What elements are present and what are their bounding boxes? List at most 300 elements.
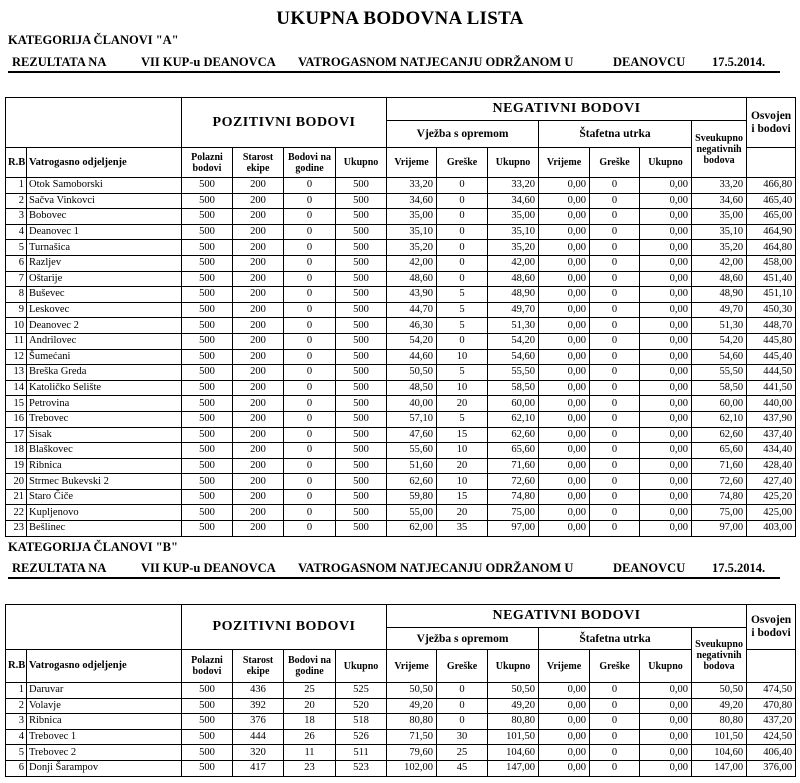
cell-vjezba-vrijeme: 79,60 — [387, 745, 437, 761]
cell-stafetna-ukupno: 0,00 — [640, 505, 692, 521]
cell-starost: 200 — [233, 193, 284, 209]
cell-polazni: 500 — [182, 443, 233, 459]
cell-pozitivni-ukupno: 500 — [336, 287, 387, 303]
cell-stafetna-greske: 0 — [590, 745, 640, 761]
cell-vjezba-vrijeme: 49,20 — [387, 698, 437, 714]
cell-stafetna-vrijeme: 0,00 — [539, 302, 590, 318]
cell-stafetna-ukupno: 0,00 — [640, 458, 692, 474]
header-stafetna: Štafetna utrka — [539, 121, 692, 148]
table-row — [6, 411, 796, 427]
cell-stafetna-greske: 0 — [590, 396, 640, 412]
table-row — [6, 365, 796, 381]
table-row — [6, 505, 796, 521]
header-vrijeme: Vrijeme — [539, 148, 590, 178]
category-b-label: KATEGORIJA ČLANOVI "B" — [8, 540, 178, 554]
cell-polazni: 500 — [182, 714, 233, 730]
cell-stafetna-greske: 0 — [590, 489, 640, 505]
cell-team: Staro Čiče — [27, 489, 182, 505]
cell-vjezba-ukupno: 60,00 — [488, 396, 539, 412]
cell-stafetna-ukupno: 0,00 — [640, 318, 692, 334]
cell-vjezba-greske: 15 — [437, 427, 488, 443]
cell-rb: 13 — [6, 365, 27, 381]
cell-starost: 200 — [233, 240, 284, 256]
cell-starost: 200 — [233, 318, 284, 334]
cell-stafetna-ukupno: 0,00 — [640, 209, 692, 225]
header-blank — [6, 605, 182, 650]
cell-vjezba-greske: 20 — [437, 458, 488, 474]
cell-rb: 22 — [6, 505, 27, 521]
table-row — [6, 333, 796, 349]
cell-polazni: 500 — [182, 255, 233, 271]
cell-osvojeni-bodovi: 441,50 — [747, 380, 796, 396]
cell-starost: 200 — [233, 365, 284, 381]
table-row — [6, 760, 796, 776]
cell-team: Katoličko Selište — [27, 380, 182, 396]
cell-vjezba-greske: 0 — [437, 224, 488, 240]
cell-vjezba-greske: 20 — [437, 396, 488, 412]
cell-vjezba-vrijeme: 51,60 — [387, 458, 437, 474]
cell-stafetna-ukupno: 0,00 — [640, 443, 692, 459]
cell-sveukupno-negativnih: 147,00 — [692, 760, 747, 776]
cell-bodovi-god: 0 — [284, 302, 336, 318]
cell-stafetna-vrijeme: 0,00 — [539, 178, 590, 194]
header-vatro: VATROGASNOM NATJECANJU ODRŽANOM U — [298, 561, 574, 575]
cell-sveukupno-negativnih: 60,00 — [692, 396, 747, 412]
cell-team: Sačva Vinkovci — [27, 193, 182, 209]
cell-pozitivni-ukupno: 500 — [336, 224, 387, 240]
cell-vjezba-greske: 0 — [437, 271, 488, 287]
header-ukupno: Ukupno — [640, 148, 692, 178]
cell-vjezba-ukupno: 55,50 — [488, 365, 539, 381]
header-starost: Starost ekipe — [233, 650, 284, 683]
table-row — [6, 489, 796, 505]
cell-stafetna-ukupno: 0,00 — [640, 760, 692, 776]
cell-rb: 5 — [6, 240, 27, 256]
header-pozitivni: POZITIVNI BODOVI — [182, 98, 387, 148]
cell-sveukupno-negativnih: 101,50 — [692, 729, 747, 745]
cell-stafetna-vrijeme: 0,00 — [539, 333, 590, 349]
cell-vjezba-ukupno: 35,00 — [488, 209, 539, 225]
header-starost: Starost ekipe — [233, 148, 284, 178]
table-row — [6, 224, 796, 240]
cell-stafetna-vrijeme: 0,00 — [539, 729, 590, 745]
table-row — [6, 458, 796, 474]
table-row — [6, 255, 796, 271]
cell-bodovi-god: 0 — [284, 333, 336, 349]
header-place: DEANOVCU — [613, 561, 686, 575]
cell-pozitivni-ukupno: 500 — [336, 365, 387, 381]
cell-starost: 200 — [233, 458, 284, 474]
cell-stafetna-greske: 0 — [590, 333, 640, 349]
cell-osvojeni-bodovi: 424,50 — [747, 729, 796, 745]
cell-pozitivni-ukupno: 500 — [336, 427, 387, 443]
cell-vjezba-greske: 0 — [437, 255, 488, 271]
cell-pozitivni-ukupno: 500 — [336, 333, 387, 349]
header-ukupno: Ukupno — [336, 650, 387, 683]
cell-starost: 200 — [233, 474, 284, 490]
cell-vjezba-vrijeme: 50,50 — [387, 365, 437, 381]
cell-team: Daruvar — [27, 683, 182, 699]
cell-stafetna-greske: 0 — [590, 287, 640, 303]
cell-team: Volavje — [27, 698, 182, 714]
cell-polazni: 500 — [182, 349, 233, 365]
cell-stafetna-ukupno: 0,00 — [640, 224, 692, 240]
cell-rb: 1 — [6, 683, 27, 699]
cell-team: Trebovec 1 — [27, 729, 182, 745]
cell-starost: 200 — [233, 489, 284, 505]
cell-stafetna-greske: 0 — [590, 365, 640, 381]
cell-osvojeni-bodovi: 376,00 — [747, 760, 796, 776]
cell-team: Deanovec 1 — [27, 224, 182, 240]
header-bodovi-god: Bodovi na godine — [284, 148, 336, 178]
cell-team: Breška Greda — [27, 365, 182, 381]
cell-pozitivni-ukupno: 526 — [336, 729, 387, 745]
cell-stafetna-vrijeme: 0,00 — [539, 349, 590, 365]
cell-pozitivni-ukupno: 500 — [336, 193, 387, 209]
cell-osvojeni-bodovi: 425,20 — [747, 489, 796, 505]
cell-osvojeni-bodovi: 403,00 — [747, 521, 796, 537]
cell-bodovi-god: 0 — [284, 521, 336, 537]
cell-vjezba-greske: 35 — [437, 521, 488, 537]
cell-vjezba-greske: 0 — [437, 178, 488, 194]
header-date: 17.5.2014. — [712, 55, 766, 69]
cell-starost: 200 — [233, 271, 284, 287]
cell-osvojeni-bodovi: 448,70 — [747, 318, 796, 334]
cell-polazni: 500 — [182, 521, 233, 537]
cell-vjezba-vrijeme: 43,90 — [387, 287, 437, 303]
cell-stafetna-greske: 0 — [590, 427, 640, 443]
table-row — [6, 349, 796, 365]
cell-vjezba-vrijeme: 42,00 — [387, 255, 437, 271]
cell-polazni: 500 — [182, 302, 233, 318]
header-osvojen: Osvojen i bodovi — [747, 98, 796, 148]
cell-vjezba-ukupno: 80,80 — [488, 714, 539, 730]
cell-vjezba-greske: 0 — [437, 209, 488, 225]
cell-rb: 4 — [6, 729, 27, 745]
cell-polazni: 500 — [182, 287, 233, 303]
cell-pozitivni-ukupno: 525 — [336, 683, 387, 699]
cell-vjezba-ukupno: 33,20 — [488, 178, 539, 194]
cell-vjezba-greske: 10 — [437, 443, 488, 459]
table-row — [6, 271, 796, 287]
cell-rb: 11 — [6, 333, 27, 349]
cell-sveukupno-negativnih: 50,50 — [692, 683, 747, 699]
cell-stafetna-greske: 0 — [590, 505, 640, 521]
cell-vjezba-ukupno: 51,30 — [488, 318, 539, 334]
cell-sveukupno-negativnih: 75,00 — [692, 505, 747, 521]
cell-rb: 20 — [6, 474, 27, 490]
header-vatro: VATROGASNOM NATJECANJU ODRŽANOM U — [298, 55, 574, 69]
cell-stafetna-vrijeme: 0,00 — [539, 224, 590, 240]
cell-sveukupno-negativnih: 55,50 — [692, 365, 747, 381]
cell-sveukupno-negativnih: 54,20 — [692, 333, 747, 349]
cell-pozitivni-ukupno: 520 — [336, 698, 387, 714]
cell-stafetna-vrijeme: 0,00 — [539, 255, 590, 271]
cell-vjezba-ukupno: 48,90 — [488, 287, 539, 303]
cell-polazni: 500 — [182, 427, 233, 443]
cell-vjezba-vrijeme: 62,00 — [387, 521, 437, 537]
cell-pozitivni-ukupno: 500 — [336, 318, 387, 334]
cell-polazni: 500 — [182, 396, 233, 412]
cell-polazni: 500 — [182, 760, 233, 776]
header-vjezba: Vježba s opremom — [387, 628, 539, 650]
cell-team: Turnašica — [27, 240, 182, 256]
cell-stafetna-vrijeme: 0,00 — [539, 271, 590, 287]
cell-sveukupno-negativnih: 71,60 — [692, 458, 747, 474]
cell-osvojeni-bodovi: 427,40 — [747, 474, 796, 490]
cell-starost: 376 — [233, 714, 284, 730]
cell-osvojeni-bodovi: 458,00 — [747, 255, 796, 271]
header-sveukupno: Sveukupno negativnih bodova — [692, 121, 747, 178]
cell-sveukupno-negativnih: 49,70 — [692, 302, 747, 318]
cell-bodovi-god: 0 — [284, 443, 336, 459]
cell-vjezba-greske: 5 — [437, 411, 488, 427]
header-ukupno: Ukupno — [488, 148, 539, 178]
table-row — [6, 302, 796, 318]
cell-pozitivni-ukupno: 500 — [336, 178, 387, 194]
cell-vjezba-greske: 20 — [437, 505, 488, 521]
cell-rb: 10 — [6, 318, 27, 334]
cell-sveukupno-negativnih: 35,00 — [692, 209, 747, 225]
cell-stafetna-greske: 0 — [590, 458, 640, 474]
cell-stafetna-ukupno: 0,00 — [640, 365, 692, 381]
cell-vjezba-greske: 0 — [437, 193, 488, 209]
cell-sveukupno-negativnih: 58,50 — [692, 380, 747, 396]
cell-bodovi-god: 0 — [284, 349, 336, 365]
cell-vjezba-vrijeme: 48,50 — [387, 380, 437, 396]
cell-starost: 200 — [233, 380, 284, 396]
cell-stafetna-greske: 0 — [590, 240, 640, 256]
cell-osvojeni-bodovi: 465,40 — [747, 193, 796, 209]
cell-polazni: 500 — [182, 489, 233, 505]
cell-polazni: 500 — [182, 729, 233, 745]
cell-osvojeni-bodovi: 445,80 — [747, 333, 796, 349]
cell-vjezba-vrijeme: 35,20 — [387, 240, 437, 256]
cell-team: Kupljenovo — [27, 505, 182, 521]
cell-vjezba-vrijeme: 102,00 — [387, 760, 437, 776]
cell-team: Bobovec — [27, 209, 182, 225]
cell-rb: 3 — [6, 209, 27, 225]
results-header-b — [8, 561, 780, 579]
cell-stafetna-vrijeme: 0,00 — [539, 443, 590, 459]
cell-bodovi-god: 0 — [284, 427, 336, 443]
cell-stafetna-vrijeme: 0,00 — [539, 474, 590, 490]
cell-stafetna-vrijeme: 0,00 — [539, 489, 590, 505]
cell-polazni: 500 — [182, 178, 233, 194]
category-a-label: KATEGORIJA ČLANOVI "A" — [8, 33, 179, 47]
cell-vjezba-ukupno: 101,50 — [488, 729, 539, 745]
header-polazni: Polazni bodovi — [182, 650, 233, 683]
cell-polazni: 500 — [182, 240, 233, 256]
header-greske: Greške — [590, 148, 640, 178]
cell-osvojeni-bodovi: 440,00 — [747, 396, 796, 412]
cell-stafetna-greske: 0 — [590, 683, 640, 699]
cell-bodovi-god: 23 — [284, 760, 336, 776]
cell-team: Oštarije — [27, 271, 182, 287]
cell-rb: 3 — [6, 714, 27, 730]
cell-polazni: 500 — [182, 333, 233, 349]
cell-osvojeni-bodovi: 464,90 — [747, 224, 796, 240]
cell-bodovi-god: 0 — [284, 489, 336, 505]
cell-osvojeni-bodovi: 470,80 — [747, 698, 796, 714]
cell-bodovi-god: 18 — [284, 714, 336, 730]
cell-bodovi-god: 0 — [284, 224, 336, 240]
cell-starost: 200 — [233, 224, 284, 240]
table-row — [6, 683, 796, 699]
cell-team: Buševec — [27, 287, 182, 303]
cell-vjezba-vrijeme: 54,20 — [387, 333, 437, 349]
header-sveukupno: Sveukupno negativnih bodova — [692, 628, 747, 683]
cell-polazni: 500 — [182, 458, 233, 474]
cell-vjezba-ukupno: 104,60 — [488, 745, 539, 761]
cell-vjezba-greske: 0 — [437, 333, 488, 349]
cell-pozitivni-ukupno: 518 — [336, 714, 387, 730]
cell-vjezba-greske: 5 — [437, 302, 488, 318]
header-kup: VII KUP-u DEANOVCA — [141, 55, 276, 69]
cell-pozitivni-ukupno: 500 — [336, 458, 387, 474]
cell-stafetna-vrijeme: 0,00 — [539, 714, 590, 730]
cell-osvojeni-bodovi: 465,00 — [747, 209, 796, 225]
cell-rb: 18 — [6, 443, 27, 459]
cell-vjezba-ukupno: 72,60 — [488, 474, 539, 490]
cell-pozitivni-ukupno: 511 — [336, 745, 387, 761]
cell-vjezba-greske: 0 — [437, 683, 488, 699]
cell-stafetna-vrijeme: 0,00 — [539, 698, 590, 714]
cell-pozitivni-ukupno: 500 — [336, 302, 387, 318]
cell-sveukupno-negativnih: 62,60 — [692, 427, 747, 443]
header-vrijeme: Vrijeme — [387, 650, 437, 683]
cell-polazni: 500 — [182, 365, 233, 381]
cell-rb: 7 — [6, 271, 27, 287]
table-row — [6, 698, 796, 714]
cell-osvojeni-bodovi: 451,40 — [747, 271, 796, 287]
table-row — [6, 521, 796, 537]
cell-vjezba-ukupno: 35,20 — [488, 240, 539, 256]
cell-stafetna-greske: 0 — [590, 729, 640, 745]
cell-stafetna-greske: 0 — [590, 760, 640, 776]
cell-polazni: 500 — [182, 380, 233, 396]
cell-sveukupno-negativnih: 97,00 — [692, 521, 747, 537]
cell-starost: 200 — [233, 427, 284, 443]
cell-bodovi-god: 0 — [284, 411, 336, 427]
cell-stafetna-ukupno: 0,00 — [640, 698, 692, 714]
cell-rb: 2 — [6, 698, 27, 714]
cell-stafetna-ukupno: 0,00 — [640, 489, 692, 505]
cell-vjezba-greske: 5 — [437, 365, 488, 381]
cell-stafetna-ukupno: 0,00 — [640, 411, 692, 427]
cell-team: Sisak — [27, 427, 182, 443]
cell-sveukupno-negativnih: 62,10 — [692, 411, 747, 427]
cell-rb: 21 — [6, 489, 27, 505]
cell-vjezba-vrijeme: 35,10 — [387, 224, 437, 240]
cell-osvojeni-bodovi: 444,50 — [747, 365, 796, 381]
cell-stafetna-ukupno: 0,00 — [640, 349, 692, 365]
cell-bodovi-god: 0 — [284, 380, 336, 396]
cell-bodovi-god: 0 — [284, 287, 336, 303]
table-row — [6, 729, 796, 745]
cell-polazni: 500 — [182, 209, 233, 225]
cell-vjezba-ukupno: 49,20 — [488, 698, 539, 714]
header-pozitivni: POZITIVNI BODOVI — [182, 605, 387, 650]
cell-polazni: 500 — [182, 271, 233, 287]
cell-starost: 200 — [233, 505, 284, 521]
cell-sveukupno-negativnih: 80,80 — [692, 714, 747, 730]
cell-starost: 417 — [233, 760, 284, 776]
cell-rb: 9 — [6, 302, 27, 318]
cell-starost: 200 — [233, 209, 284, 225]
table-row — [6, 474, 796, 490]
header-vatrogasno: Vatrogasno odjeljenje — [27, 650, 182, 683]
cell-team: Otok Samoborski — [27, 178, 182, 194]
cell-rb: 1 — [6, 178, 27, 194]
header-ukupno: Ukupno — [336, 148, 387, 178]
cell-stafetna-ukupno: 0,00 — [640, 380, 692, 396]
cell-stafetna-vrijeme: 0,00 — [539, 365, 590, 381]
cell-rb: 16 — [6, 411, 27, 427]
cell-team: Razljev — [27, 255, 182, 271]
cell-rb: 17 — [6, 427, 27, 443]
cell-starost: 200 — [233, 333, 284, 349]
cell-polazni: 500 — [182, 698, 233, 714]
cell-starost: 200 — [233, 396, 284, 412]
cell-sveukupno-negativnih: 35,20 — [692, 240, 747, 256]
cell-sveukupno-negativnih: 42,00 — [692, 255, 747, 271]
cell-polazni: 500 — [182, 411, 233, 427]
cell-rb: 4 — [6, 224, 27, 240]
cell-stafetna-ukupno: 0,00 — [640, 193, 692, 209]
cell-sveukupno-negativnih: 48,60 — [692, 271, 747, 287]
cell-vjezba-greske: 25 — [437, 745, 488, 761]
table-row — [6, 714, 796, 730]
cell-stafetna-vrijeme: 0,00 — [539, 745, 590, 761]
cell-vjezba-ukupno: 62,60 — [488, 427, 539, 443]
cell-starost: 320 — [233, 745, 284, 761]
results-header-a — [8, 55, 780, 73]
cell-stafetna-vrijeme: 0,00 — [539, 318, 590, 334]
cell-vjezba-vrijeme: 55,60 — [387, 443, 437, 459]
cell-sveukupno-negativnih: 49,20 — [692, 698, 747, 714]
cell-stafetna-greske: 0 — [590, 380, 640, 396]
header-rezultata: REZULTATA NA — [12, 55, 107, 69]
cell-team: Strmec Bukevski 2 — [27, 474, 182, 490]
cell-stafetna-greske: 0 — [590, 271, 640, 287]
cell-bodovi-god: 0 — [284, 193, 336, 209]
header-bodovi-god: Bodovi na godine — [284, 650, 336, 683]
cell-polazni: 500 — [182, 318, 233, 334]
cell-stafetna-vrijeme: 0,00 — [539, 193, 590, 209]
cell-osvojeni-bodovi: 466,80 — [747, 178, 796, 194]
cell-pozitivni-ukupno: 523 — [336, 760, 387, 776]
cell-stafetna-vrijeme: 0,00 — [539, 458, 590, 474]
cell-stafetna-ukupno: 0,00 — [640, 178, 692, 194]
header-kup: VII KUP-u DEANOVCA — [141, 561, 276, 575]
cell-vjezba-vrijeme: 40,00 — [387, 396, 437, 412]
cell-vjezba-greske: 10 — [437, 474, 488, 490]
cell-osvojeni-bodovi: 451,10 — [747, 287, 796, 303]
cell-osvojeni-bodovi: 434,40 — [747, 443, 796, 459]
cell-sveukupno-negativnih: 74,80 — [692, 489, 747, 505]
cell-bodovi-god: 0 — [284, 458, 336, 474]
header-osvojen: Osvojen i bodovi — [747, 605, 796, 650]
cell-stafetna-ukupno: 0,00 — [640, 333, 692, 349]
cell-team: Ribnica — [27, 458, 182, 474]
cell-team: Leskovec — [27, 302, 182, 318]
cell-polazni: 500 — [182, 745, 233, 761]
cell-starost: 200 — [233, 255, 284, 271]
cell-bodovi-god: 0 — [284, 474, 336, 490]
cell-vjezba-vrijeme: 44,70 — [387, 302, 437, 318]
table-row — [6, 443, 796, 459]
